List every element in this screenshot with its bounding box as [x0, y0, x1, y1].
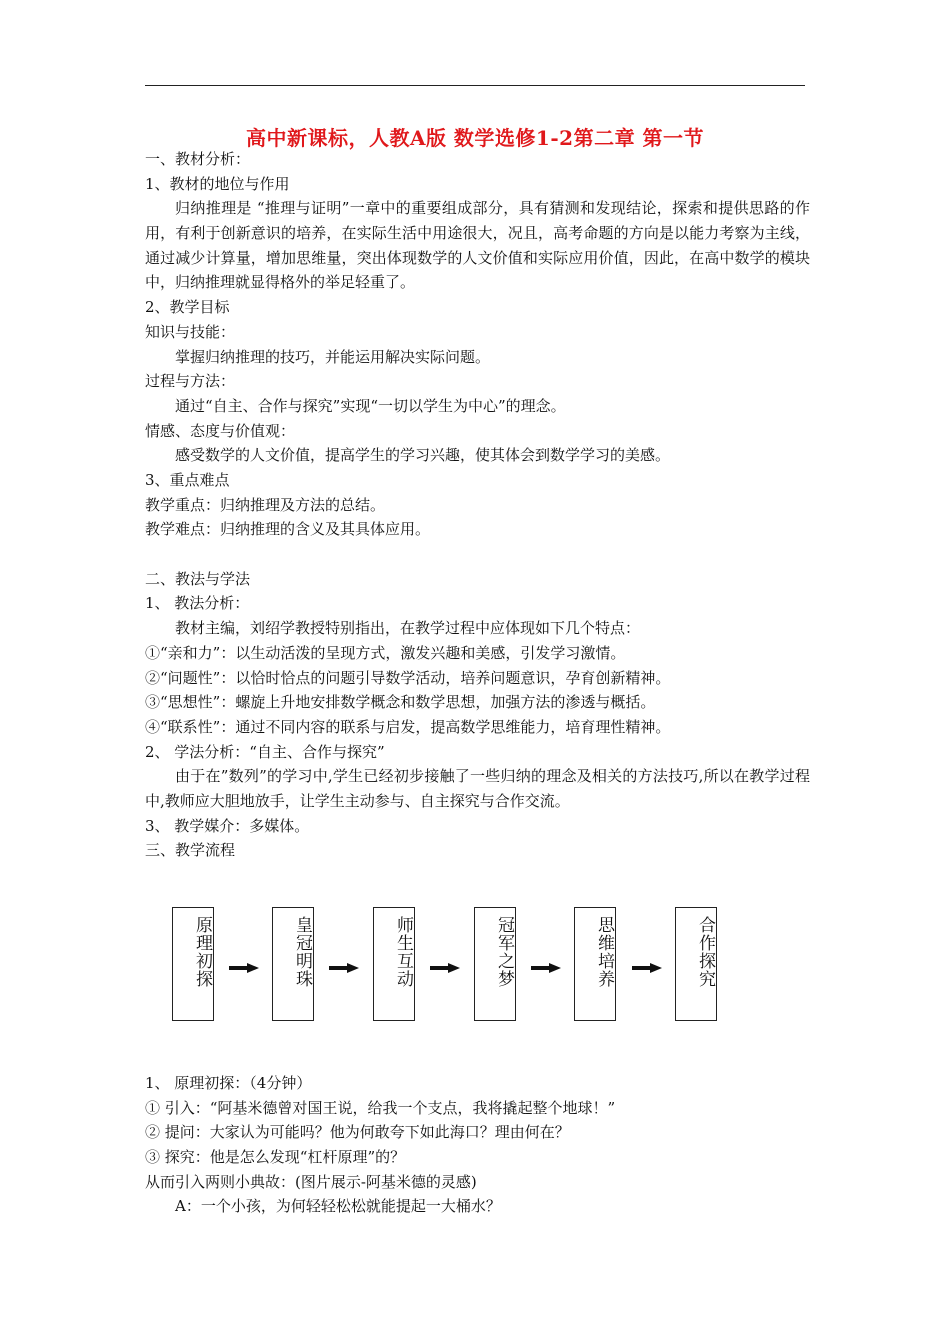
story-a: A：一个小孩，为何轻轻松松就能提起一大桶水？ — [175, 1197, 501, 1216]
story-lead: 从而引入两则小典故：(图片展示-阿基米德的灵感) — [145, 1172, 477, 1191]
arrow-right-icon — [531, 963, 561, 973]
section-3-heading: 三、教学流程 — [145, 841, 236, 860]
flow-step-label: 原理初探 — [192, 916, 212, 988]
subsection-1-1-heading: 1、教材的地位与作用 — [145, 174, 290, 193]
emotion-text: 感受数学的人文价值，提高学生的学习兴趣，使其体会到数学学习的美感。 — [175, 446, 671, 465]
teaching-media: 3、 教学媒介：多媒体。 — [145, 816, 310, 835]
arrow-right-icon — [329, 963, 359, 973]
flow-step-box — [172, 907, 214, 1021]
subsection-1-3-heading: 3、重点难点 — [145, 471, 230, 489]
role-paragraph: 归纳推理是 “推理与证明”一章中的重要组成部分，具有猜测和发现结论，探索和提供思路的作用，有利于创新意识的培养，在实际生活中用途很大，况且，高考命题的方向是以能力考察为主线，通过减少计算量，增加思维量，突出体现数学的人文价值和实际应用价值，因此，在高中数学的模块中，归纳推理就显得格外的举足轻重了。 — [145, 199, 810, 292]
emotion-label: 情感、态度与价值观： — [145, 421, 296, 440]
subsection-2-2-heading: 2、 学法分析：“自主、合作与探究” — [145, 742, 385, 761]
step-item: ① 引入：“阿基米德曾对国王说，给我一个支点，我将撬起整个地球！” — [145, 1098, 616, 1117]
difficult-point: 教学难点：归纳推理的含义及其具体应用。 — [145, 520, 431, 539]
flow-step-box — [474, 907, 516, 1021]
arrow-right-icon — [430, 963, 460, 973]
arrow-right-icon — [632, 963, 662, 973]
process-text: 通过“自主、合作与探究”实现“一切以学生为中心”的理念。 — [175, 396, 566, 415]
knowledge-text: 掌握归纳推理的技巧，并能运用解决实际问题。 — [175, 347, 491, 366]
lesson-steps — [145, 1071, 810, 1219]
flow-step-box — [675, 907, 717, 1021]
step-1-heading: 1、 原理初探：（4分钟） — [145, 1074, 312, 1092]
section-1-heading: 一、教材分析： — [145, 150, 251, 168]
flow-step-label: 师生互动 — [393, 916, 413, 988]
study-method-paragraph: 由于在”数列”的学习中,学生已经初步接触了一些归纳的理念及相关的方法技巧,所以在教学过程中,教师应大胆地放手，让学生主动参与、自主探究与合作交流。 — [145, 767, 810, 810]
step-item: ② 提问：大家认为可能吗？他为何敢夸下如此海口？理由何在？ — [145, 1123, 570, 1142]
flow-step-label: 合作探究 — [695, 916, 715, 988]
flow-step-box — [272, 907, 314, 1021]
flow-step-box — [574, 907, 616, 1021]
method-intro: 教材主编，刘绍学教授特别指出，在教学过程中应体现如下几个特点： — [175, 619, 641, 638]
flow-step-label: 皇冠明珠 — [292, 916, 312, 988]
page-title: 高中新课标，人教A版 数学选修1-2第二章 第一节 — [245, 126, 705, 150]
document-body — [145, 147, 810, 863]
flow-step-label: 冠军之梦 — [494, 916, 514, 988]
teaching-flow-diagram — [172, 907, 732, 1025]
subsection-2-1-heading: 1、 教法分析： — [145, 594, 250, 613]
step-item: ③ 探究：他是怎么发现“杠杆原理”的？ — [145, 1148, 406, 1167]
flow-step-box — [373, 907, 415, 1021]
spacer — [145, 542, 810, 567]
knowledge-label: 知识与技能： — [145, 322, 236, 341]
feature-point: ②“问题性”：以恰时恰点的问题引导数学活动，培养问题意识，孕育创新精神。 — [145, 668, 671, 687]
process-label: 过程与方法： — [145, 372, 236, 391]
feature-point: ①“亲和力”：以生动活泼的呈现方式，激发兴趣和美感，引发学习激情。 — [145, 643, 626, 662]
feature-point: ④“联系性”：通过不同内容的联系与启发，提高数学思维能力，培育理性精神。 — [145, 717, 671, 736]
header-rule — [145, 85, 805, 86]
section-2-heading: 二、教法与学法 — [145, 569, 251, 588]
arrow-right-icon — [229, 963, 259, 973]
subsection-1-2-heading: 2、教学目标 — [145, 298, 230, 317]
flow-step-label: 思维培养 — [594, 916, 614, 988]
feature-point: ③“思想性”：螺旋上升地安排数学概念和数学思想，加强方法的渗透与概括。 — [145, 693, 656, 712]
key-point: 教学重点：归纳推理及方法的总结。 — [145, 495, 386, 514]
